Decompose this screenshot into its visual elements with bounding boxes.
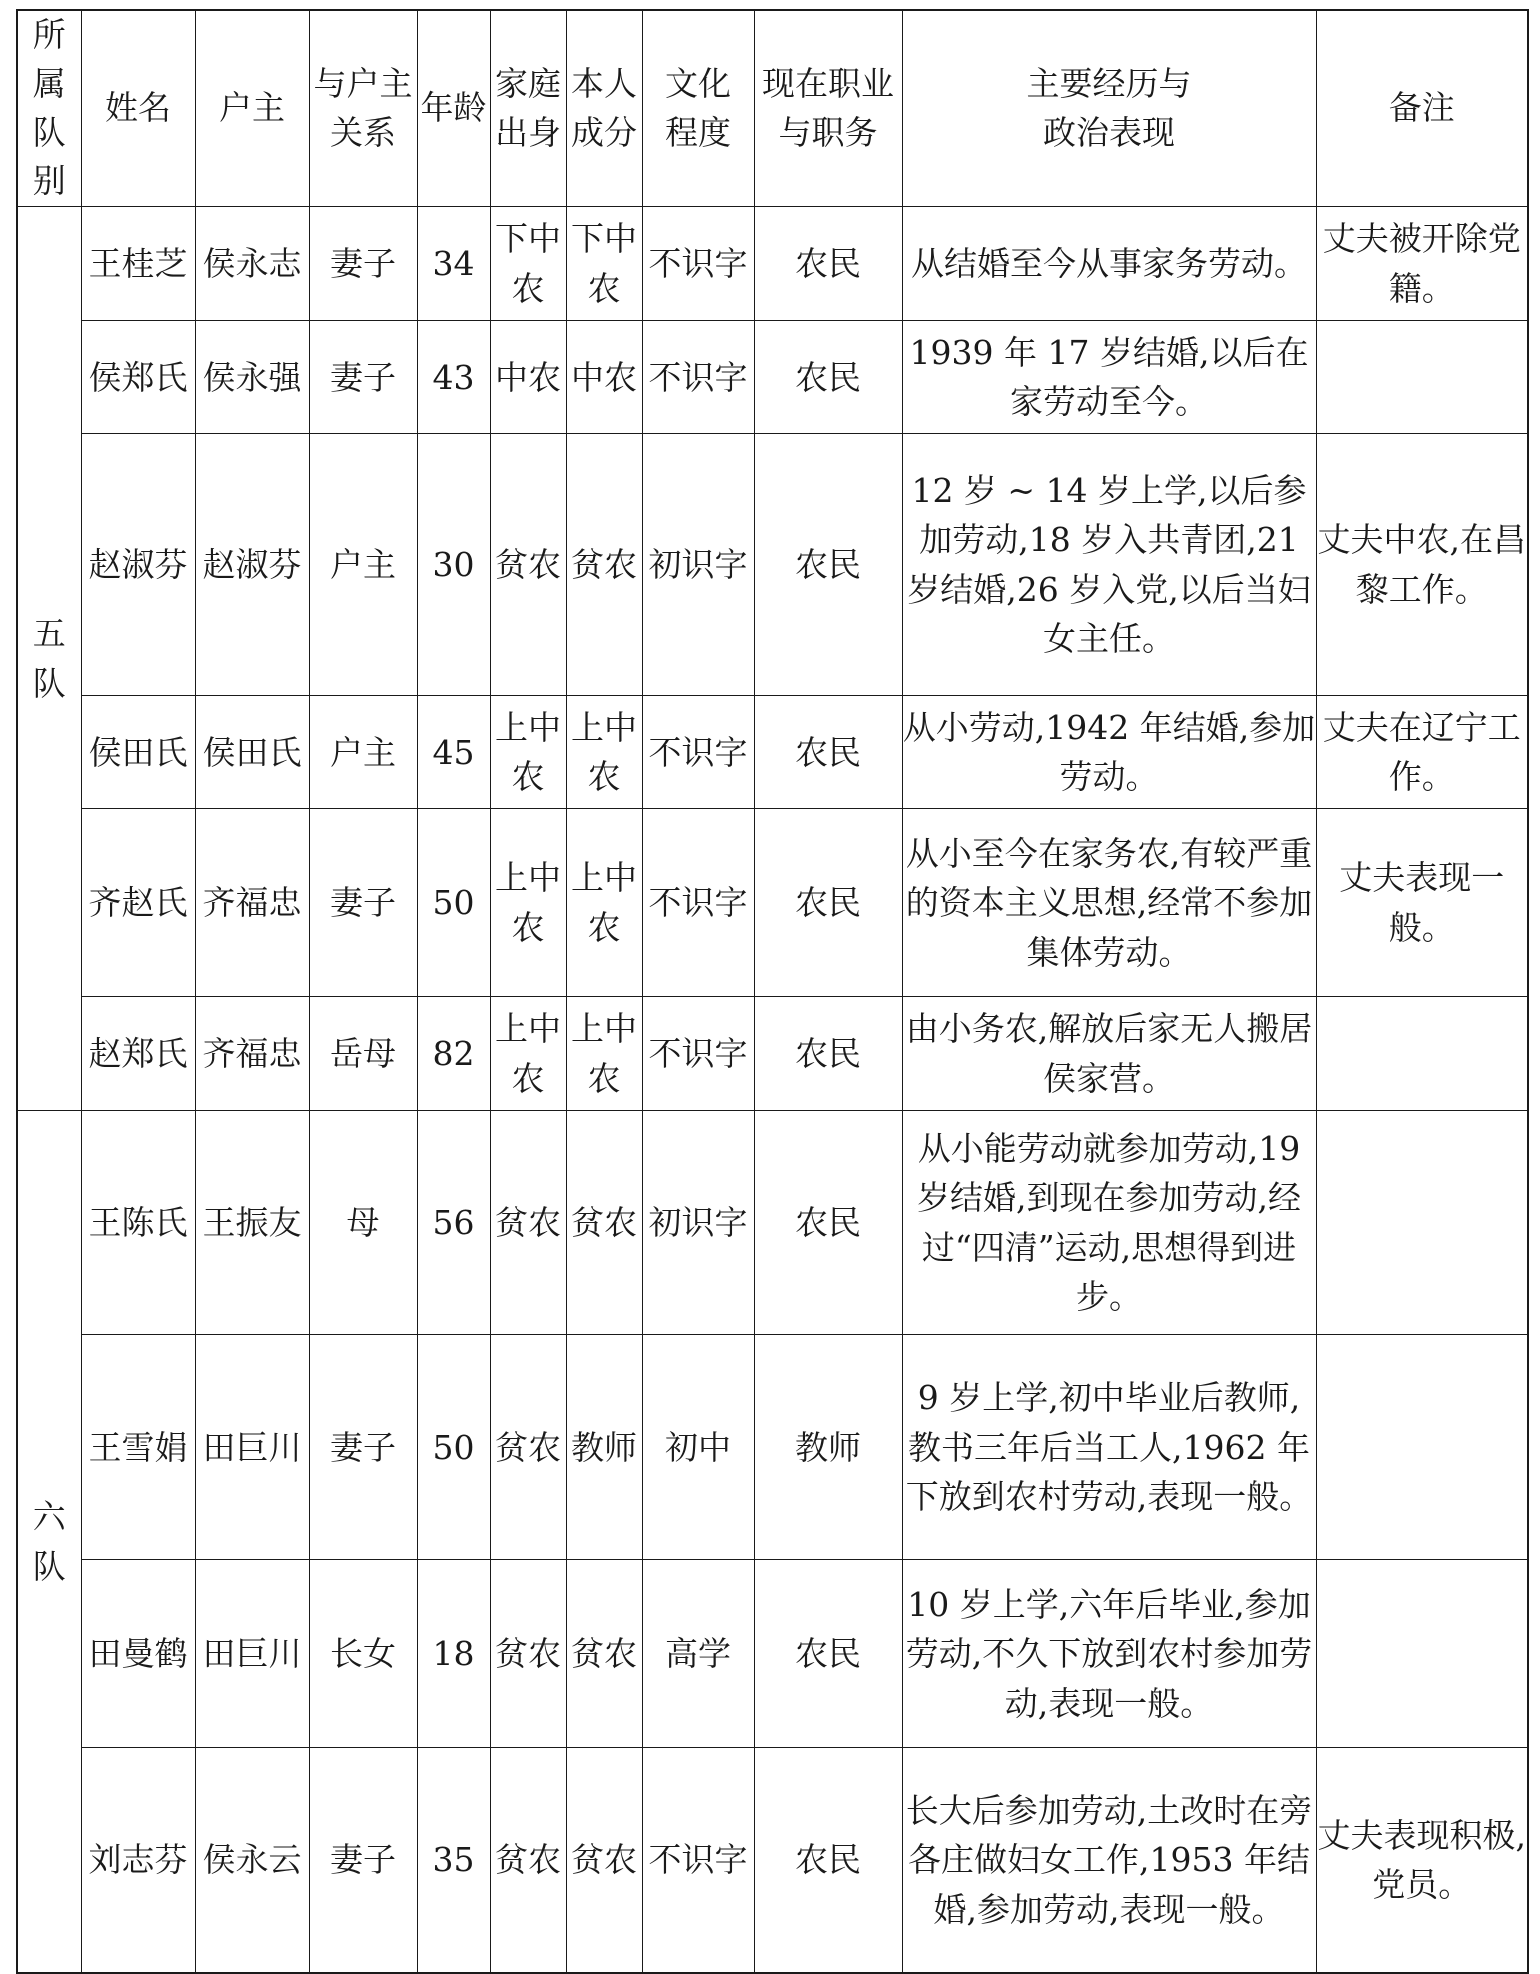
remark-cell (1316, 1560, 1528, 1748)
name-cell: 刘志芬 (81, 1748, 195, 1973)
header-remark: 备注 (1316, 10, 1528, 207)
personal-status-cell: 上中 农 (566, 809, 642, 997)
occupation-cell: 教师 (754, 1335, 902, 1560)
personal-status-cell: 上中 农 (566, 997, 642, 1111)
history-cell: 从结婚至今从事家务劳动。 (902, 207, 1316, 321)
education-cell: 初识字 (642, 1111, 754, 1335)
personal-status-cell: 教师 (566, 1335, 642, 1560)
team-label: 六队 (17, 1111, 81, 1973)
header-family-origin: 家庭 出身 (490, 10, 566, 207)
history-cell: 由小务农,解放后家无人搬居侯家营。 (902, 997, 1316, 1111)
name-cell: 王桂芝 (81, 207, 195, 321)
remark-cell: 丈夫表现积极,党员。 (1316, 1748, 1528, 1973)
history-cell: 10 岁上学,六年后毕业,参加劳动,不久下放到农村参加劳动,表现一般。 (902, 1560, 1316, 1748)
occupation-cell: 农民 (754, 1748, 902, 1973)
remark-cell (1316, 997, 1528, 1111)
household-head-cell: 齐福忠 (195, 997, 309, 1111)
family-origin-cell: 下中 农 (490, 207, 566, 321)
family-origin-cell: 中农 (490, 321, 566, 434)
age-cell: 43 (417, 321, 490, 434)
header-name: 姓名 (81, 10, 195, 207)
table-row (17, 809, 1528, 997)
header-personal-status: 本人 成分 (566, 10, 642, 207)
relation-cell: 妻子 (309, 1335, 417, 1560)
family-origin-cell: 上中 农 (490, 696, 566, 809)
remark-cell: 丈夫在辽宁工作。 (1316, 696, 1528, 809)
name-cell: 赵淑芬 (81, 434, 195, 696)
table-row (17, 696, 1528, 809)
history-cell: 从小至今在家务农,有较严重的资本主义思想,经常不参加集体劳动。 (902, 809, 1316, 997)
household-roster-table (16, 9, 1529, 1974)
education-cell: 高学 (642, 1560, 754, 1748)
personal-status-cell: 中农 (566, 321, 642, 434)
education-cell: 初中 (642, 1335, 754, 1560)
personal-status-cell: 上中 农 (566, 696, 642, 809)
occupation-cell: 农民 (754, 809, 902, 997)
remark-cell: 丈夫被开除党籍。 (1316, 207, 1528, 321)
history-cell: 12 岁 ~ 14 岁上学,以后参加劳动,18 岁入共青团,21 岁结婚,26 岁入党,以后当妇女主任。 (902, 434, 1316, 696)
age-cell: 34 (417, 207, 490, 321)
name-cell: 侯田氏 (81, 696, 195, 809)
table-body (17, 207, 1528, 1973)
remark-cell: 丈夫中农,在昌黎工作。 (1316, 434, 1528, 696)
relation-cell: 妻子 (309, 321, 417, 434)
name-cell: 王陈氏 (81, 1111, 195, 1335)
header-team: 所属 队别 (17, 10, 81, 207)
header-household-head: 户主 (195, 10, 309, 207)
header-history: 主要经历与 政治表现 (902, 10, 1316, 207)
household-head-cell: 侯永云 (195, 1748, 309, 1973)
family-origin-cell: 贫农 (490, 1748, 566, 1973)
education-cell: 不识字 (642, 321, 754, 434)
household-head-cell: 田巨川 (195, 1335, 309, 1560)
table-row (17, 1335, 1528, 1560)
occupation-cell: 农民 (754, 434, 902, 696)
history-cell: 9 岁上学,初中毕业后教师,教书三年后当工人,1962 年下放到农村劳动,表现一般。 (902, 1335, 1316, 1560)
header-occupation: 现在职业 与职务 (754, 10, 902, 207)
household-head-cell: 赵淑芬 (195, 434, 309, 696)
table-row (17, 207, 1528, 321)
remark-cell (1316, 1335, 1528, 1560)
family-origin-cell: 上中 农 (490, 809, 566, 997)
occupation-cell: 农民 (754, 1560, 902, 1748)
education-cell: 不识字 (642, 696, 754, 809)
age-cell: 30 (417, 434, 490, 696)
relation-cell: 户主 (309, 696, 417, 809)
age-cell: 56 (417, 1111, 490, 1335)
name-cell: 田曼鹤 (81, 1560, 195, 1748)
age-cell: 18 (417, 1560, 490, 1748)
age-cell: 50 (417, 1335, 490, 1560)
name-cell: 侯郑氏 (81, 321, 195, 434)
occupation-cell: 农民 (754, 997, 902, 1111)
household-head-cell: 侯田氏 (195, 696, 309, 809)
relation-cell: 长女 (309, 1560, 417, 1748)
name-cell: 齐赵氏 (81, 809, 195, 997)
header-row (17, 10, 1528, 207)
header-age: 年龄 (417, 10, 490, 207)
relation-cell: 母 (309, 1111, 417, 1335)
age-cell: 82 (417, 997, 490, 1111)
education-cell: 初识字 (642, 434, 754, 696)
name-cell: 王雪娟 (81, 1335, 195, 1560)
household-head-cell: 齐福忠 (195, 809, 309, 997)
family-origin-cell: 贫农 (490, 1111, 566, 1335)
family-origin-cell: 贫农 (490, 1560, 566, 1748)
relation-cell: 妻子 (309, 207, 417, 321)
occupation-cell: 农民 (754, 207, 902, 321)
table-row (17, 434, 1528, 696)
occupation-cell: 农民 (754, 321, 902, 434)
education-cell: 不识字 (642, 1748, 754, 1973)
table-row (17, 1560, 1528, 1748)
personal-status-cell: 贫农 (566, 1560, 642, 1748)
education-cell: 不识字 (642, 809, 754, 997)
personal-status-cell: 下中 农 (566, 207, 642, 321)
remark-cell (1316, 321, 1528, 434)
personal-status-cell: 贫农 (566, 1111, 642, 1335)
header-relation: 与户主 关系 (309, 10, 417, 207)
name-cell: 赵郑氏 (81, 997, 195, 1111)
history-cell: 长大后参加劳动,土改时在旁各庄做妇女工作,1953 年结婚,参加劳动,表现一般。 (902, 1748, 1316, 1973)
remark-cell: 丈夫表现一般。 (1316, 809, 1528, 997)
education-cell: 不识字 (642, 207, 754, 321)
age-cell: 35 (417, 1748, 490, 1973)
household-head-cell: 田巨川 (195, 1560, 309, 1748)
occupation-cell: 农民 (754, 1111, 902, 1335)
table-row (17, 997, 1528, 1111)
relation-cell: 妻子 (309, 1748, 417, 1973)
family-origin-cell: 贫农 (490, 1335, 566, 1560)
age-cell: 50 (417, 809, 490, 997)
team-label: 五队 (17, 207, 81, 1111)
household-head-cell: 侯永强 (195, 321, 309, 434)
table-row (17, 1111, 1528, 1335)
history-cell: 1939 年 17 岁结婚,以后在家劳动至今。 (902, 321, 1316, 434)
header-education: 文化 程度 (642, 10, 754, 207)
age-cell: 45 (417, 696, 490, 809)
personal-status-cell: 贫农 (566, 434, 642, 696)
table-row (17, 321, 1528, 434)
occupation-cell: 农民 (754, 696, 902, 809)
relation-cell: 户主 (309, 434, 417, 696)
history-cell: 从小劳动,1942 年结婚,参加劳动。 (902, 696, 1316, 809)
relation-cell: 岳母 (309, 997, 417, 1111)
household-head-cell: 王振友 (195, 1111, 309, 1335)
remark-cell (1316, 1111, 1528, 1335)
family-origin-cell: 贫农 (490, 434, 566, 696)
table-row (17, 1748, 1528, 1973)
education-cell: 不识字 (642, 997, 754, 1111)
family-origin-cell: 上中 农 (490, 997, 566, 1111)
history-cell: 从小能劳动就参加劳动,19 岁结婚,到现在参加劳动,经过“四清”运动,思想得到进步。 (902, 1111, 1316, 1335)
relation-cell: 妻子 (309, 809, 417, 997)
personal-status-cell: 贫农 (566, 1748, 642, 1973)
household-head-cell: 侯永志 (195, 207, 309, 321)
